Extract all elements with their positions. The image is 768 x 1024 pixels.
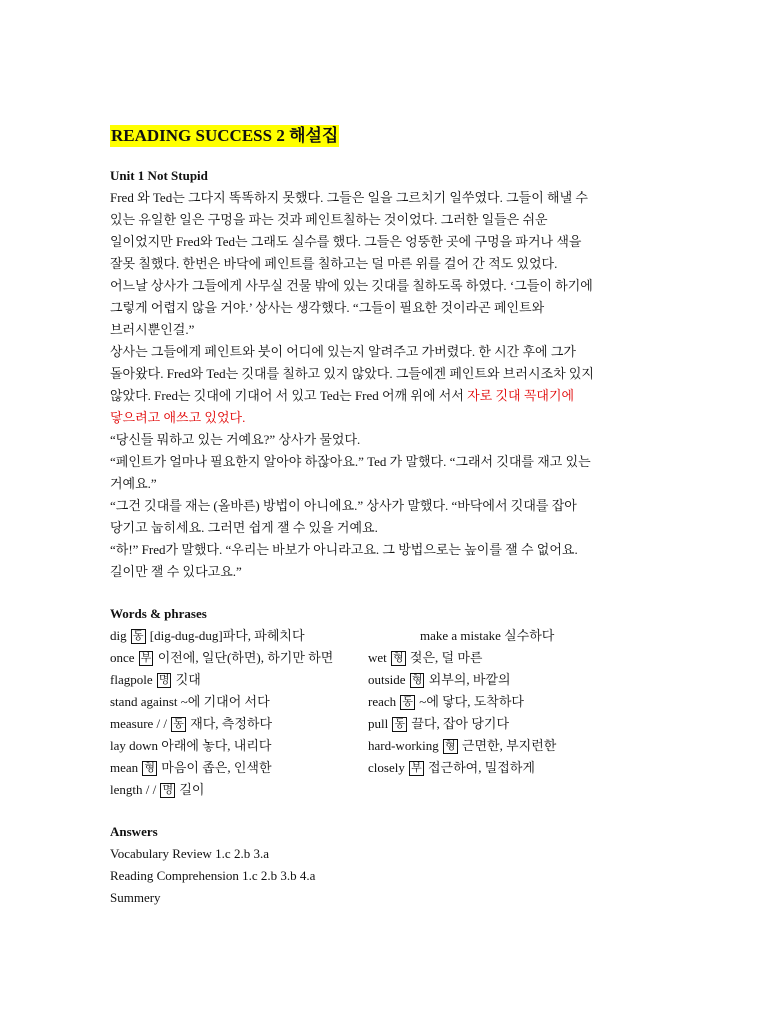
part-of-speech-badge: 동 — [402, 696, 414, 708]
story-line: “그건 깃대를 재는 (올바른) 방법이 아니에요.” 상사가 말했다. “바닥에서 깃대를 잡아 — [110, 498, 577, 513]
vocab-meaning: 젖은, 덜 마른 — [406, 650, 483, 665]
vocab-item — [110, 757, 368, 779]
vocab-meaning: 마음이 좁은, 인색한 — [158, 760, 272, 775]
vocab-term: length / / — [110, 782, 160, 797]
answer-line: Summery — [110, 890, 161, 905]
vocab-term: once — [110, 650, 138, 665]
part-of-speech-badge: 동 — [173, 718, 184, 730]
story-line: 잘못 칠했다. 한번은 바닥에 페인트를 칠하고는 덜 마른 위를 걸어 간 적도 있었다. — [110, 256, 558, 271]
vocab-meaning: 접근하여, 밀접하게 — [424, 760, 535, 775]
vocab-term: reach — [368, 694, 400, 709]
part-of-speech-badge: 부 — [411, 762, 422, 774]
vocabulary-list — [110, 625, 660, 801]
story-line: 어느날 상사가 그들에게 사무실 건물 밖에 있는 깃대를 칠하도록 하였다. ‘그들이 하기에 — [110, 278, 593, 293]
document-page — [110, 125, 660, 909]
vocab-item — [368, 757, 660, 779]
highlighted-text: 자로 깃대 꼭대기에 — [467, 388, 575, 403]
story-line-text: 않았다. Fred는 깃대에 기대어 서 있고 Ted는 Fred 어깨 위에 서서 — [110, 388, 468, 403]
vocab-term: lay down 아래에 놓다, 내리다 — [110, 738, 272, 753]
vocab-term: make a mistake 실수하다 — [420, 628, 555, 643]
unit-heading: Unit 1 Not Stupid — [110, 168, 208, 183]
story-line: 브러시뿐인걸.” — [110, 322, 195, 337]
vocab-term: hard-working — [368, 738, 443, 753]
vocab-term: stand against ~에 기대어 서다 — [110, 694, 270, 709]
vocab-item — [368, 669, 660, 691]
vocab-term: mean — [110, 760, 142, 775]
story-line: 길이만 잴 수 있다고요.” — [110, 564, 242, 579]
answers-heading: Answers — [110, 824, 158, 839]
part-of-speech-badge: 명 — [162, 784, 174, 796]
story-line: 거예요.” — [110, 476, 157, 491]
story-line: 돌아왔다. Fred와 Ted는 깃대를 칠하고 있지 않았다. 그들에겐 페인트와 브러시조차 있지 — [110, 366, 594, 381]
vocab-item — [368, 625, 660, 647]
vocab-meaning: 이전에, 일단(하면), 하기만 하면 — [154, 650, 334, 665]
vocab-term: dig — [110, 628, 130, 643]
page-title: READING SUCCESS 2 해설집 — [111, 126, 339, 145]
vocab-meaning: 깃대 — [172, 672, 201, 687]
story-line: “페인트가 얼마나 필요한지 알아야 하잖아요.” Ted 가 말했다. “그래서 깃대를 재고 있는 — [110, 454, 591, 469]
answer-line: Reading Comprehension 1.c 2.b 3.b 4.a — [110, 868, 316, 883]
answer-line: Vocabulary Review 1.c 2.b 3.a — [110, 846, 269, 861]
vocab-item-empty — [368, 779, 660, 801]
vocab-item — [110, 647, 368, 669]
story-line: 그렇게 어렵지 않을 거야.’ 상사는 생각했다. “그들이 필요한 것이라곤 페인트와 — [110, 300, 545, 315]
story-line — [110, 385, 660, 407]
vocab-item — [110, 779, 368, 801]
highlighted-text: 닿으려고 애쓰고 있었다. — [110, 410, 246, 425]
vocab-meaning: 길이 — [176, 782, 205, 797]
vocab-meaning: [dig-dug-dug]파다, 파헤치다 — [146, 628, 305, 643]
story-line: 있는 유일한 일은 구멍을 파는 것과 페인트칠하는 것이었다. 그러한 일들은 쉬운 — [110, 212, 548, 227]
vocab-term: closely — [368, 760, 409, 775]
words-heading: Words & phrases — [110, 606, 207, 621]
part-of-speech-badge: 명 — [158, 674, 170, 686]
story-line: 일이었지만 Fred와 Ted는 그래도 실수를 했다. 그들은 엉뚱한 곳에 구멍을 파거나 색을 — [110, 234, 582, 249]
vocab-item — [110, 625, 368, 647]
vocab-meaning: 외부의, 바깥의 — [425, 672, 511, 687]
story-line: “당신들 뭐하고 있는 거예요?” 상사가 물었다. — [110, 432, 361, 447]
story-line: 당기고 눕히세요. 그러면 쉽게 잴 수 있을 거예요. — [110, 520, 378, 535]
part-of-speech-badge: 형 — [445, 740, 456, 752]
vocab-term: outside — [368, 672, 409, 687]
part-of-speech-badge: 동 — [394, 718, 406, 730]
vocab-item — [110, 691, 368, 713]
vocab-meaning: ~에 닿다, 도착하다 — [416, 694, 524, 709]
part-of-speech-badge: 형 — [144, 762, 156, 774]
vocab-term: flagpole — [110, 672, 156, 687]
vocab-term: pull — [368, 716, 392, 731]
vocab-item — [368, 735, 660, 757]
story-line: “하!” Fred가 말했다. “우리는 바보가 아니라고요. 그 방법으로는 높이를 잴 수 없어요. — [110, 542, 578, 557]
vocab-term: wet — [368, 650, 391, 665]
story-text — [110, 187, 660, 583]
part-of-speech-badge: 형 — [393, 652, 404, 664]
vocab-item — [110, 735, 368, 757]
vocab-item — [110, 669, 368, 691]
vocab-item — [110, 713, 368, 735]
vocab-meaning: 근면한, 부지런한 — [458, 738, 557, 753]
part-of-speech-badge: 동 — [132, 630, 144, 642]
part-of-speech-badge: 부 — [140, 652, 152, 664]
vocab-meaning: 끌다, 잡아 당기다 — [408, 716, 510, 731]
vocab-meaning: 재다, 측정하다 — [186, 716, 273, 731]
vocab-item — [368, 691, 660, 713]
part-of-speech-badge: 형 — [411, 674, 423, 686]
vocab-item — [368, 647, 660, 669]
story-line: Fred 와 Ted는 그다지 똑똑하지 못했다. 그들은 일을 그르치기 일쑤였다. 그들이 해낼 수 — [110, 190, 588, 205]
vocab-term: measure / / — [110, 716, 171, 731]
vocab-item — [368, 713, 660, 735]
story-line: 상사는 그들에게 페인트와 붓이 어디에 있는지 알려주고 가버렸다. 한 시간 후에 그가 — [110, 344, 576, 359]
